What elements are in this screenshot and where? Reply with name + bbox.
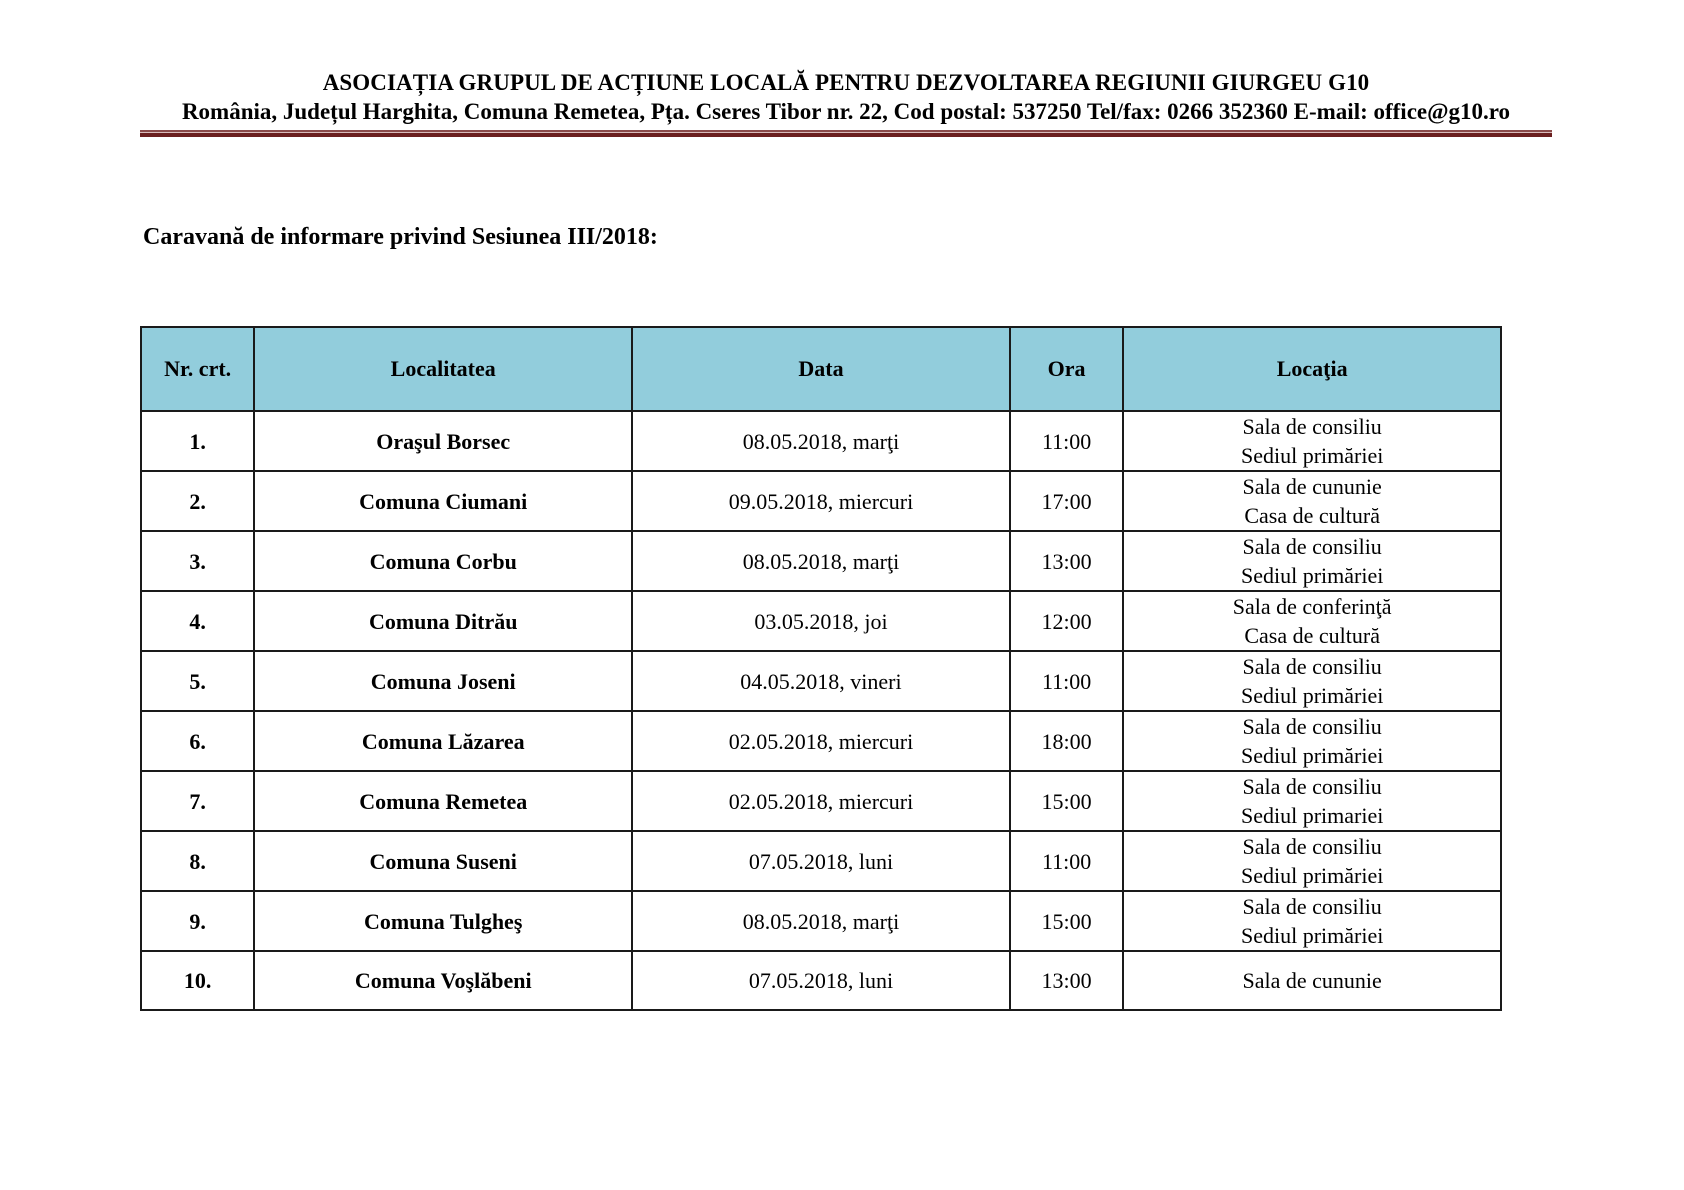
cell-nr-crt: 1.: [141, 411, 254, 471]
cell-ora: 11:00: [1010, 831, 1123, 891]
header-ora: Ora: [1010, 327, 1123, 411]
venue-line: Sala de consiliu: [1242, 834, 1382, 859]
cell-data: 04.05.2018, vineri: [632, 651, 1010, 711]
header-locatia: Locaţia: [1123, 327, 1501, 411]
letterhead: [140, 68, 1552, 126]
venue-line: Sediul primăriei: [1240, 743, 1384, 768]
venue-line: Sediul primăriei: [1240, 443, 1384, 468]
table-row: [141, 411, 1501, 471]
cell-localitatea: Comuna Ciumani: [254, 471, 632, 531]
cell-locatia: [1123, 831, 1501, 891]
cell-data: 08.05.2018, marţi: [632, 411, 1010, 471]
table-row: [141, 711, 1501, 771]
venue-line: Casa de cultură: [1244, 623, 1380, 648]
cell-ora: 13:00: [1010, 951, 1123, 1010]
cell-nr-crt: 4.: [141, 591, 254, 651]
cell-locatia: [1123, 711, 1501, 771]
header-nr-crt: Nr. crt.: [141, 327, 254, 411]
cell-locatia: [1123, 531, 1501, 591]
table-row: [141, 951, 1501, 1010]
cell-ora: 12:00: [1010, 591, 1123, 651]
venue-line: Sala de consiliu: [1242, 714, 1382, 739]
cell-data: 07.05.2018, luni: [632, 951, 1010, 1010]
table-row: [141, 591, 1501, 651]
cell-nr-crt: 3.: [141, 531, 254, 591]
venue-line: Sala de cununie: [1242, 474, 1382, 499]
venue-line: Sediul primariei: [1240, 803, 1384, 828]
cell-locatia: [1123, 891, 1501, 951]
venue-line: Sala de consiliu: [1242, 534, 1382, 559]
cell-nr-crt: 7.: [141, 771, 254, 831]
cell-ora: 15:00: [1010, 771, 1123, 831]
table-row: [141, 771, 1501, 831]
venue-line: Sediul primăriei: [1240, 683, 1384, 708]
cell-nr-crt: 2.: [141, 471, 254, 531]
venue-line: Sediul primăriei: [1240, 863, 1384, 888]
document-title: Caravană de informare privind Sesiunea III/2018:: [143, 224, 658, 250]
table-row: [141, 531, 1501, 591]
cell-ora: 15:00: [1010, 891, 1123, 951]
letterhead-divider: [140, 130, 1552, 137]
cell-nr-crt: 8.: [141, 831, 254, 891]
cell-ora: 11:00: [1010, 411, 1123, 471]
cell-localitatea: Comuna Tulgheş: [254, 891, 632, 951]
table-row: [141, 471, 1501, 531]
cell-localitatea: Comuna Corbu: [254, 531, 632, 591]
venue-line: Casa de cultură: [1244, 503, 1380, 528]
cell-localitatea: Oraşul Borsec: [254, 411, 632, 471]
venue-line: Sala de cununie: [1242, 968, 1382, 993]
cell-data: 03.05.2018, joi: [632, 591, 1010, 651]
table-body: [141, 411, 1501, 1010]
cell-localitatea: Comuna Joseni: [254, 651, 632, 711]
cell-locatia: [1123, 651, 1501, 711]
venue-line: Sediul primăriei: [1240, 563, 1384, 588]
cell-localitatea: Comuna Voşlăbeni: [254, 951, 632, 1010]
table-row: [141, 891, 1501, 951]
cell-data: 09.05.2018, miercuri: [632, 471, 1010, 531]
cell-locatia: [1123, 411, 1501, 471]
cell-locatia: [1123, 591, 1501, 651]
cell-data: 02.05.2018, miercuri: [632, 771, 1010, 831]
table-header-row: [141, 327, 1501, 411]
cell-nr-crt: 6.: [141, 711, 254, 771]
cell-data: 02.05.2018, miercuri: [632, 711, 1010, 771]
cell-nr-crt: 5.: [141, 651, 254, 711]
cell-nr-crt: 10.: [141, 951, 254, 1010]
cell-localitatea: Comuna Remetea: [254, 771, 632, 831]
organization-name: ASOCIAȚIA GRUPUL DE ACȚIUNE LOCALĂ PENTRU DEZVOLTAREA REGIUNII GIURGEU G10: [322, 70, 1370, 95]
header-localitatea: Localitatea: [254, 327, 632, 411]
cell-data: 08.05.2018, marţi: [632, 531, 1010, 591]
cell-locatia: [1123, 471, 1501, 531]
cell-data: 07.05.2018, luni: [632, 831, 1010, 891]
venue-line: Sala de conferinţă: [1232, 594, 1392, 619]
venue-line: Sediul primăriei: [1240, 923, 1384, 948]
cell-ora: 18:00: [1010, 711, 1123, 771]
header-data: Data: [632, 327, 1010, 411]
organization-address: România, Județul Harghita, Comuna Remetea, Pța. Cseres Tibor nr. 22, Cod postal: 537250 Tel/fax: 0266 352360 E-mail: office@g10.ro: [181, 99, 1511, 124]
cell-localitatea: Comuna Lăzarea: [254, 711, 632, 771]
venue-line: Sala de consiliu: [1242, 414, 1382, 439]
cell-nr-crt: 9.: [141, 891, 254, 951]
venue-line: Sala de consiliu: [1242, 654, 1382, 679]
divider-thick-line: [140, 133, 1552, 137]
cell-localitatea: Comuna Ditrău: [254, 591, 632, 651]
cell-ora: 13:00: [1010, 531, 1123, 591]
cell-locatia: [1123, 951, 1501, 1010]
cell-ora: 17:00: [1010, 471, 1123, 531]
table-row: [141, 831, 1501, 891]
schedule-table: [140, 326, 1502, 1011]
venue-line: Sala de consiliu: [1242, 774, 1382, 799]
cell-locatia: [1123, 771, 1501, 831]
cell-data: 08.05.2018, marţi: [632, 891, 1010, 951]
venue-line: Sala de consiliu: [1242, 894, 1382, 919]
table-row: [141, 651, 1501, 711]
cell-ora: 11:00: [1010, 651, 1123, 711]
cell-localitatea: Comuna Suseni: [254, 831, 632, 891]
